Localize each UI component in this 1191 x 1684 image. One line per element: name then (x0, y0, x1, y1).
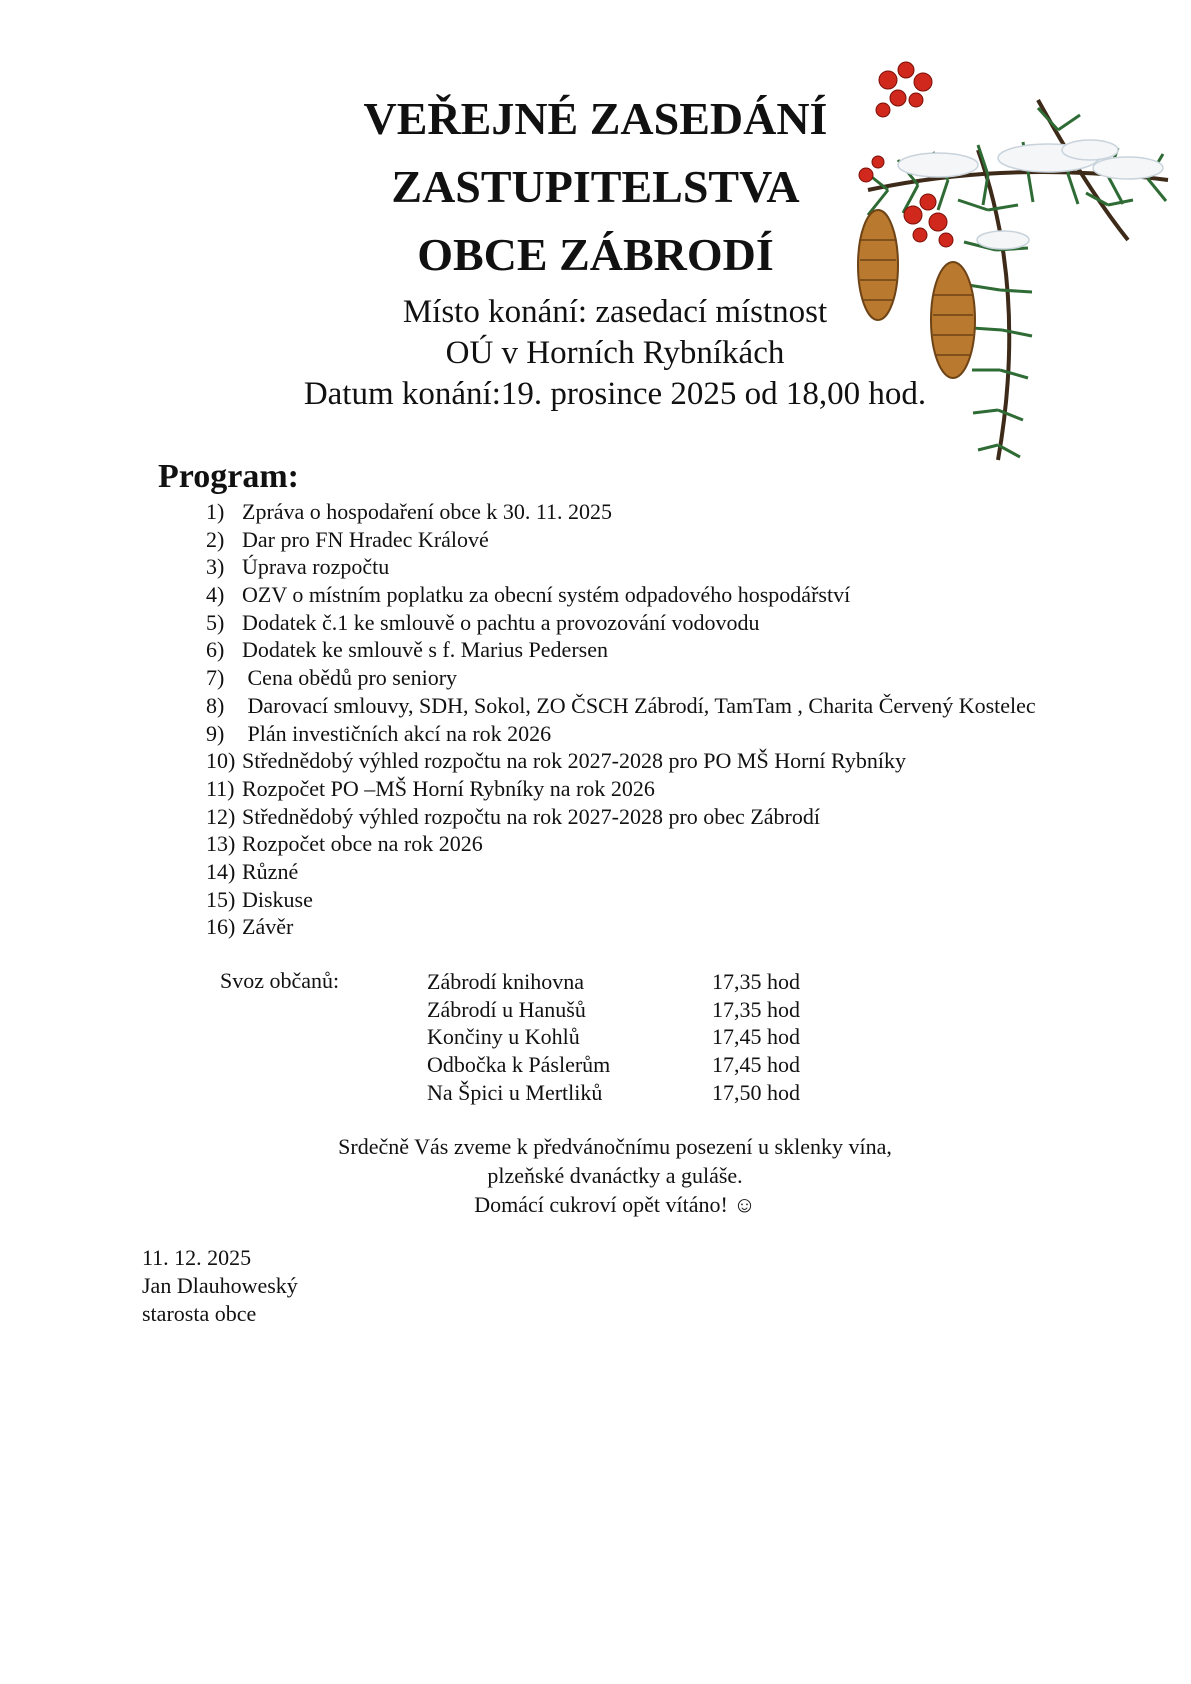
stop-time: 17,35 hod (712, 996, 800, 1022)
place-line: OÚ v Horních Rybníkách (445, 335, 785, 371)
list-item (206, 581, 1036, 609)
item-number: 10) (206, 748, 236, 774)
item-text: Střednědobý výhled rozpočtu na rok 2027-2028 pro PO MŠ Horní Rybníky (242, 748, 906, 774)
item-number: 14) (206, 858, 236, 884)
item-number: 3) (206, 554, 225, 580)
signature-date: 11. 12. 2025 (142, 1245, 252, 1270)
item-number: 5) (206, 609, 225, 635)
signature-block (142, 1244, 298, 1328)
list-item (206, 858, 1036, 886)
list-item (206, 609, 1036, 637)
stop-name: Zábrodí u Hanušů (427, 996, 586, 1022)
item-text: Dar pro FN Hradec Králové (242, 526, 489, 552)
list-item (206, 526, 1036, 554)
item-number: 11) (206, 775, 235, 801)
list-item (206, 830, 1036, 858)
item-text: Zpráva o hospodaření obce k 30. 11. 2025 (242, 499, 613, 524)
item-number: 2) (206, 526, 225, 552)
transport-schedule (427, 968, 800, 1106)
item-number: 16) (206, 914, 236, 940)
place-line: Místo konání: zasedací místnost (402, 294, 828, 330)
item-text: Rozpočet PO –MŠ Horní Rybníky na rok 2026 (242, 775, 655, 801)
item-number: 15) (206, 886, 236, 912)
item-text: Cena obědů pro seniory (242, 665, 458, 691)
stop-name: Odbočka k Páslerům (427, 1052, 611, 1078)
list-item (206, 747, 1036, 775)
item-number: 8) (206, 692, 225, 718)
meeting-title (0, 88, 1191, 292)
table-row (427, 996, 800, 1024)
item-text: Střednědobý výhled rozpočtu na rok 2027-2028 pro obec Zábrodí (242, 803, 820, 829)
list-item (206, 498, 1036, 526)
invitation-line: Domácí cukroví opět vítáno! ☺ (474, 1192, 756, 1217)
item-number: 9) (206, 720, 225, 746)
item-text: Rozpočet obce na rok 2026 (242, 831, 483, 857)
item-text: Různé (242, 858, 299, 884)
item-text: Darovací smlouvy, SDH, Sokol, ZO ČSCH Zábrodí, TamTam , Charita Červený Kostelec (242, 692, 1036, 718)
transport-label: Svoz občanů: (220, 968, 340, 993)
table-row (427, 1051, 800, 1079)
stop-time: 17,45 hod (712, 1024, 800, 1050)
signature-role: starosta obce (142, 1301, 257, 1326)
item-text: Plán investičních akcí na rok 2026 (242, 720, 552, 746)
stop-name: Zábrodí knihovna (427, 969, 585, 994)
item-number: 6) (206, 637, 225, 663)
stop-time: 17,45 hod (712, 1052, 800, 1078)
item-text: Úprava rozpočtu (242, 554, 390, 580)
stop-name: Končiny u Kohlů (427, 1024, 580, 1050)
item-number: 13) (206, 831, 236, 857)
title-line: ZASTUPITELSTVA (391, 161, 800, 212)
item-text: Závěr (242, 914, 294, 940)
table-row (427, 1079, 800, 1107)
list-item (206, 636, 1036, 664)
list-item (206, 692, 1036, 720)
invitation-line: plzeňské dvanáctky a guláše. (487, 1163, 743, 1188)
stop-time: 17,50 hod (712, 1079, 800, 1105)
date-line: Datum konání:19. prosince 2025 od 18,00 hod. (303, 376, 927, 412)
meeting-place (0, 292, 1191, 415)
list-item (206, 913, 1036, 941)
item-text: Dodatek č.1 ke smlouvě o pachtu a provozování vodovodu (242, 609, 760, 635)
invitation-text (0, 1132, 1191, 1219)
title-line: OBCE ZÁBRODÍ (417, 229, 774, 280)
item-number: 7) (206, 665, 225, 691)
agenda-list (206, 498, 1036, 941)
table-row (427, 1023, 800, 1051)
table-row (427, 968, 800, 996)
list-item (206, 803, 1036, 831)
list-item (206, 664, 1036, 692)
stop-name: Na Špici u Mertliků (427, 1079, 603, 1105)
list-item (206, 553, 1036, 581)
invitation-line: Srdečně Vás zveme k předvánočnímu posezení u sklenky vína, (338, 1134, 892, 1159)
list-item (206, 775, 1036, 803)
title-line: VEŘEJNÉ ZASEDÁNÍ (363, 93, 828, 144)
item-text: OZV o místním poplatku za obecní systém odpadového hospodářství (242, 582, 851, 608)
signature-name: Jan Dlauhoweský (142, 1273, 298, 1298)
item-number: 4) (206, 582, 225, 608)
list-item (206, 886, 1036, 914)
item-text: Diskuse (242, 886, 313, 912)
item-number: 12) (206, 803, 236, 829)
item-text: Dodatek ke smlouvě s f. Marius Pedersen (242, 637, 608, 663)
item-number: 1) (206, 499, 225, 524)
list-item (206, 720, 1036, 748)
stop-time: 17,35 hod (712, 969, 800, 994)
program-heading: Program: (158, 458, 299, 495)
